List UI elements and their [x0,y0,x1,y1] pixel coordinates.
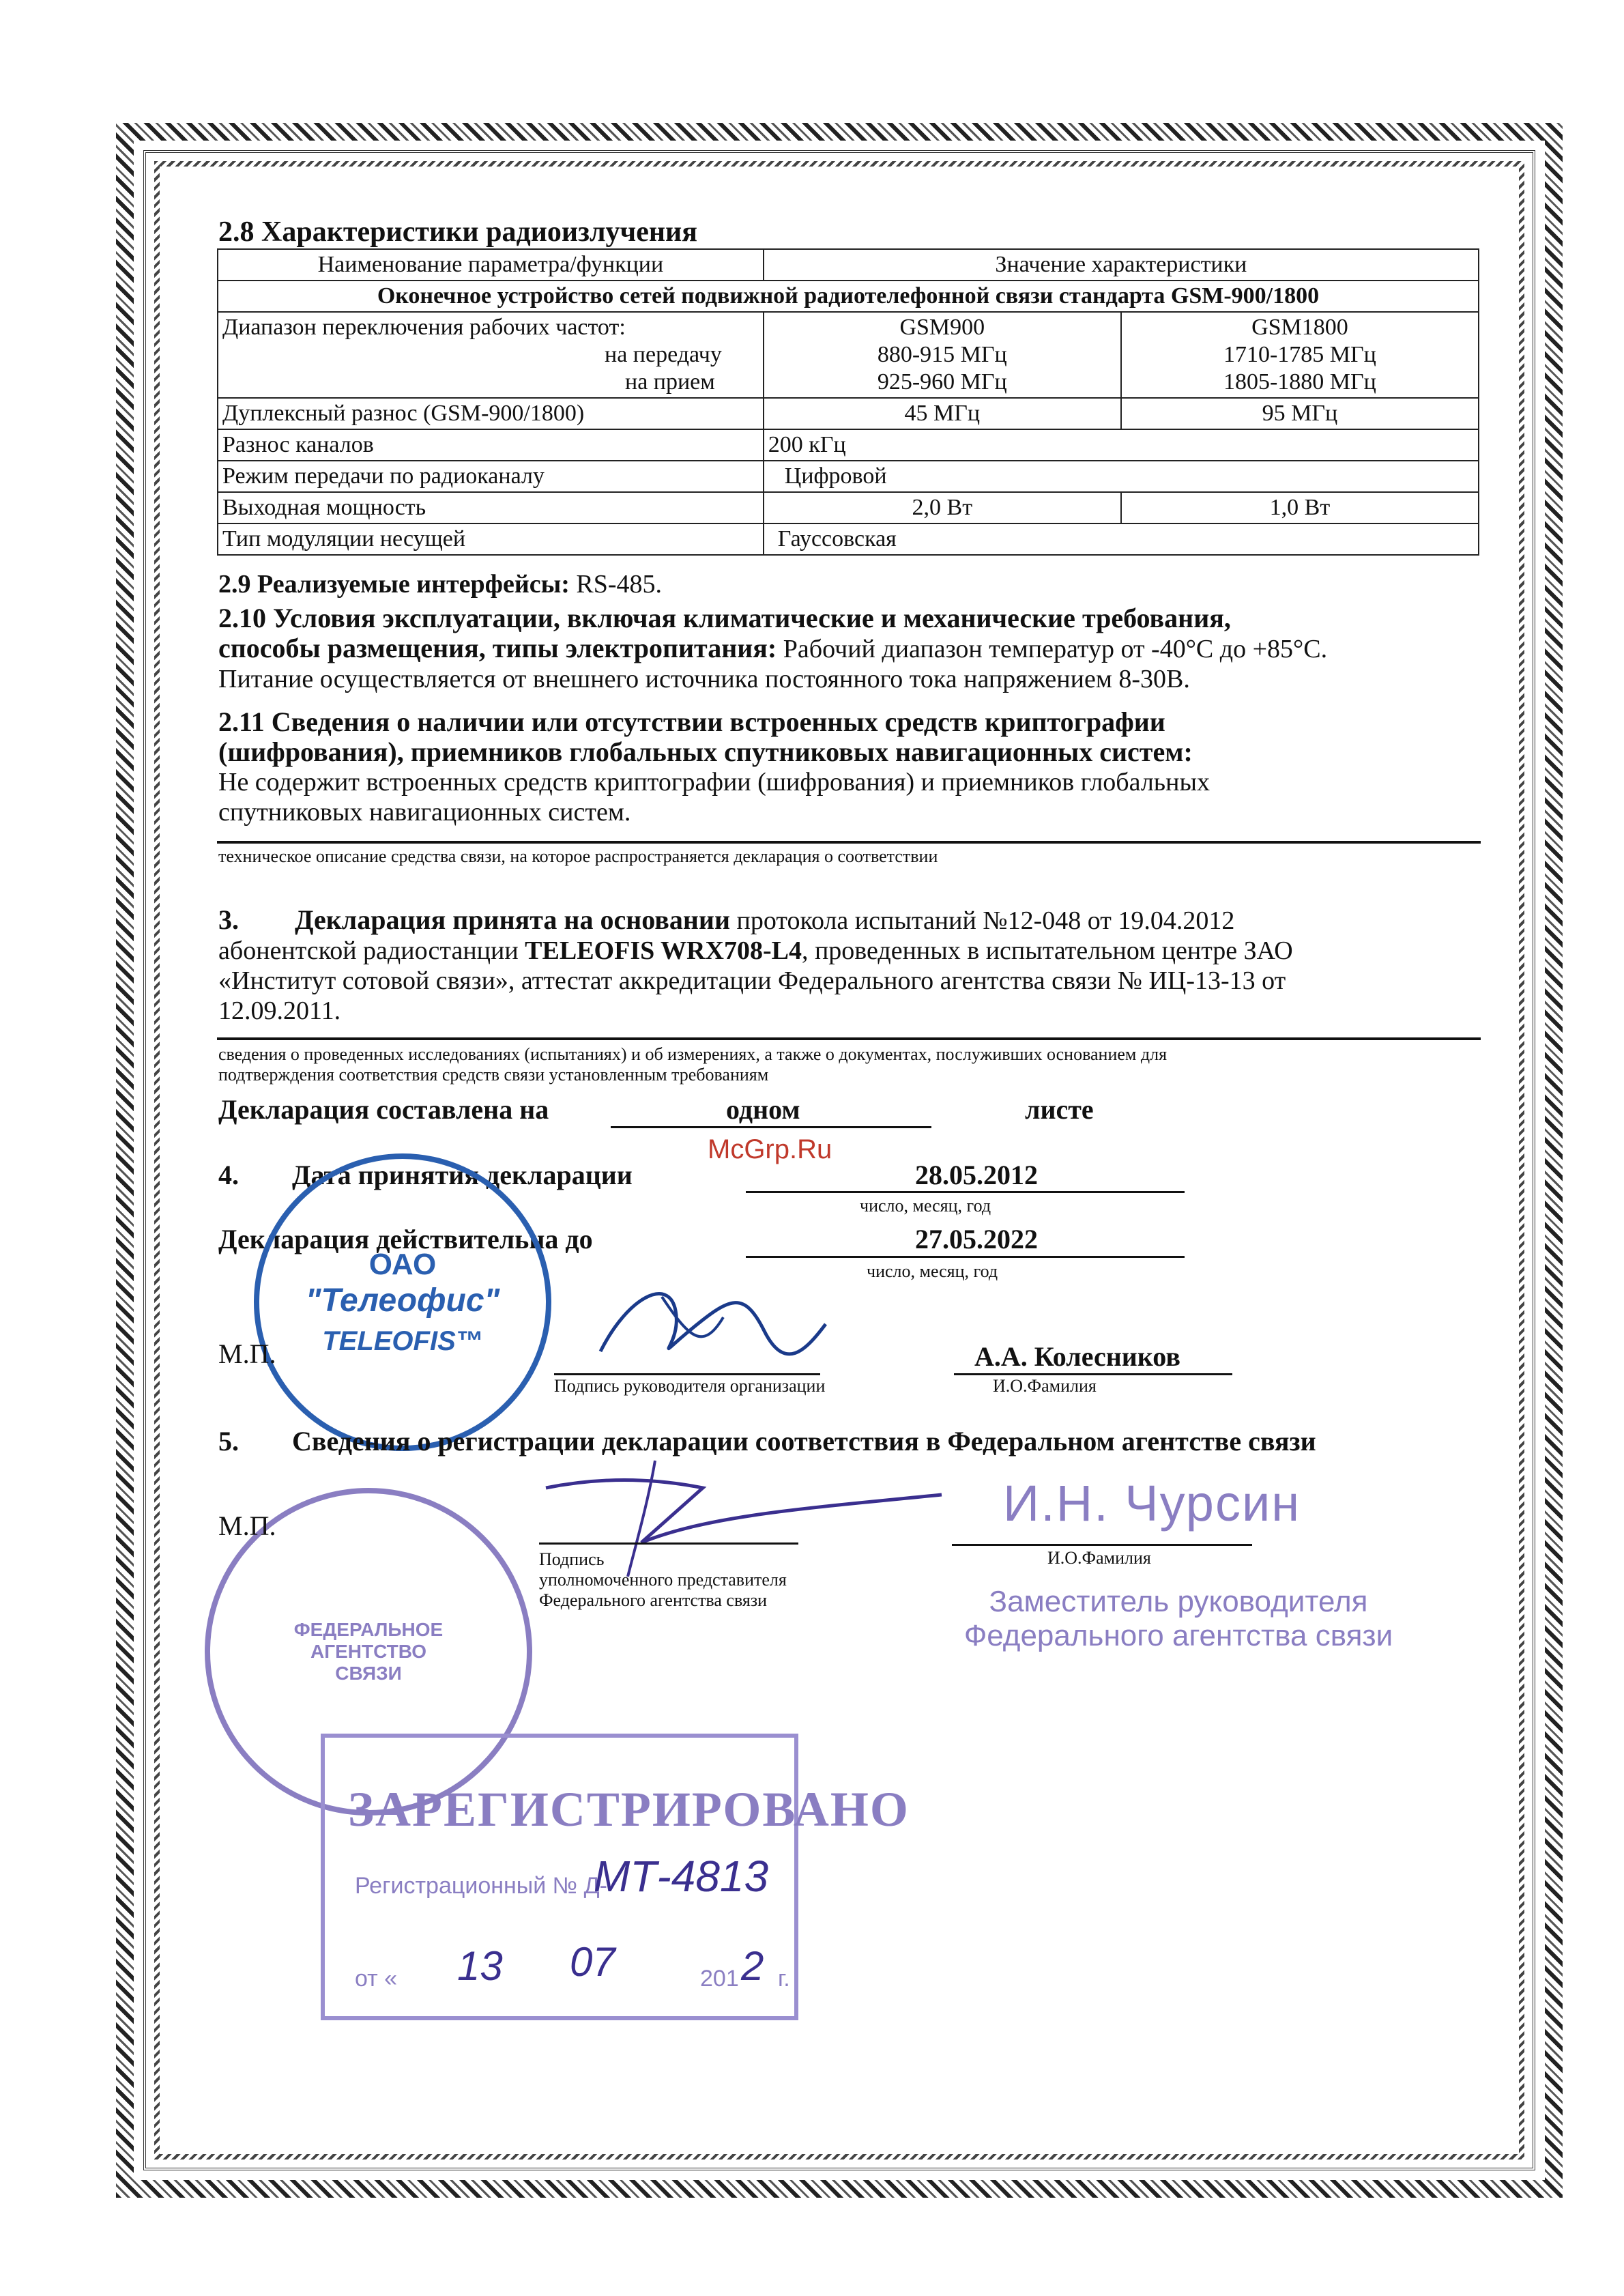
power1800-value: 1,0 Вт [1121,492,1479,523]
radio-params-table [217,248,1479,556]
device-name: Оконечное устройство сетей подвижной радиотелефонной связи стандарта GSM-900/1800 [218,281,1479,312]
device-model: TELEOFIS WRX708-L4 [525,936,802,965]
section-4-label: Дата принятия декларации [292,1160,633,1190]
sheets-underline [611,1126,931,1128]
sheets-value: одном [726,1094,800,1125]
table-row [218,312,1479,398]
director-name-hint: И.О.Фамилия [993,1376,1097,1396]
signature-caption-2-line-3: Федерального агентства связи [539,1590,768,1610]
director-name: А.А. Колесников [974,1341,1180,1372]
section-2-10 [218,603,1327,694]
registration-date-prefix: от « [355,1966,398,1992]
section-2-10-value-2: Питание осуществляется от внешнего источника постоянного тока напряжением 8-30В. [218,665,1190,693]
table-row [218,429,1479,461]
declaration-date: 28.05.2012 [915,1160,1038,1190]
section-3-line-1: протокола испытаний №12-048 от 19.04.2012 [730,906,1235,935]
section-2-9-value: RS-485. [569,570,663,599]
section-2-11 [218,707,1210,827]
official-name-hint: И.О.Фамилия [1047,1548,1151,1568]
section-2-11-label-2: (шифрования), приемников глобальных спутниковых навигационных систем: [218,736,1193,767]
modulation-value: Гауссовская [764,523,1479,555]
valid-until-label: Декларация действительна до [218,1224,593,1254]
company-stamp-line-1: ОАО [368,1248,437,1281]
section-5-number: 5. [218,1426,239,1456]
registration-year-prefix: 201 [700,1966,739,1992]
table-row [218,461,1479,492]
watermark-text: McGrp.Ru [708,1134,832,1164]
signature-caption-2-line-1: Подпись [539,1549,605,1569]
gsm1800-label: GSM1800 [1251,315,1348,340]
section-5-label: Сведения о регистрации декларации соответствия в Федеральном агентстве связи [292,1426,1316,1456]
official-title-line-1: Заместитель руководителя [989,1585,1368,1618]
duplex900-value: 45 МГц [764,398,1121,429]
signature-caption-2 [539,1549,787,1611]
section-3-line-4: 12.09.2011. [218,996,341,1025]
registration-number-label: Регистрационный № Д- [355,1873,607,1899]
note-grounds-line-2: подтверждения соответствия средств связи установленным требованиям [218,1065,769,1085]
mode-value: Цифровой [764,461,1479,492]
note-description: техническое описание средства связи, на которое распространяется декларация о соответствии [218,846,938,866]
section-2-11-value-1: Не содержит встроенных средств криптографии (шифрования) и приемников глобальных [218,768,1210,797]
table-row [218,492,1479,523]
note-grounds-line-1: сведения о проведенных исследованиях (испытаниях) и об измерениях, а также о документах, послуживших основанием для [218,1044,1168,1064]
registration-day: 13 [457,1943,503,1989]
section-4-number: 4. [218,1160,239,1190]
divider [217,841,1481,844]
signature-caption-2-line-2: уполномоченного представителя [539,1570,787,1590]
divider [217,1037,1481,1040]
section-3-label: Декларация принята на основании [295,904,730,935]
section-2-8-heading: 2.8 Характеристики радиоизлучения [218,216,697,248]
valid-until-underline [746,1256,1185,1258]
name-underline-1 [954,1373,1232,1375]
power900-value: 2,0 Вт [764,492,1121,523]
section-2-9-label: 2.9 Реализуемые интерфейсы: [218,570,570,599]
section-2-10-label-1: 2.10 Условия эксплуатации, включая климатические и механические требования, [218,603,1231,633]
sheets-suffix: листе [1025,1094,1094,1125]
official-title-line-2: Федерального агентства связи [963,1619,1393,1652]
tx-label: на передачу [605,342,722,367]
gsm900-cell [764,312,1121,398]
section-3 [218,905,1293,1026]
registration-year-suffix: 2 [741,1943,764,1989]
date-hint: число, месяц, год [860,1196,991,1216]
company-stamp-line-2: "Телеофис" [305,1282,500,1319]
registration-title: ЗАРЕГИСТРИРОВАНО [348,1782,910,1837]
company-stamp-logo: TELEOFIS™ [322,1326,483,1356]
rx-label: на прием [625,369,715,394]
table-row [218,523,1479,555]
mp-label-1: М.П. [218,1338,276,1369]
freq-range-cell [218,312,764,398]
table-row [218,249,1479,281]
power-label: Выходная мощность [218,492,764,523]
col-param-header: Наименование параметра/функции [218,249,764,281]
col-value-header: Значение характеристики [764,249,1479,281]
mode-label: Режим передачи по радиоканалу [218,461,764,492]
rx1800-value: 1805-1880 МГц [1223,369,1376,394]
tx900-value: 880-915 МГц [877,342,1007,367]
section-3-line-3: «Институт сотовой связи», аттестат аккредитации Федерального агентства связи № ИЦ-13-13 от [218,966,1286,995]
table-row [218,281,1479,312]
signature-line-2 [539,1542,798,1545]
section-3-line-2c: , проведенных в испытательном центре ЗАО [801,936,1293,965]
rx900-value: 925-960 МГц [877,369,1007,394]
freq-range-label: Диапазон переключения рабочих частот: [222,315,626,340]
registration-number: МТ-4813 [594,1852,769,1901]
mp-label-2: М.П. [218,1510,276,1541]
modulation-label: Тип модуляции несущей [218,523,764,555]
valid-until-date: 27.05.2022 [915,1224,1038,1254]
tx1800-value: 1710-1785 МГц [1223,342,1376,367]
section-3-line-2a: абонентской радиостанции [218,936,525,965]
registration-year-end: г. [778,1966,790,1992]
signature-line-1 [554,1373,820,1375]
agency-stamp-text: ФЕДЕРАЛЬНОЕ АГЕНТСТВО СВЯЗИ [293,1619,444,1684]
signature-caption-1: Подпись руководителя организации [554,1376,826,1396]
section-2-10-value-1: Рабочий диапазон температур от -40°С до +85°С. [777,635,1328,663]
official-name-stamp: И.Н. Чурсин [1003,1475,1301,1532]
duplex-label: Дуплексный разнос (GSM-900/1800) [218,398,764,429]
sheets-label: Декларация составлена на [218,1094,549,1125]
official-title-stamp [957,1585,1400,1653]
gsm1800-cell [1121,312,1479,398]
section-2-11-value-2: спутниковых навигационных систем. [218,798,631,827]
table-row [218,398,1479,429]
section-2-9 [218,569,662,599]
valid-until-hint: число, месяц, год [867,1261,998,1281]
director-signature [587,1269,832,1372]
company-stamp [254,1153,551,1451]
name-underline-2 [952,1544,1252,1546]
duplex1800-value: 95 МГц [1121,398,1479,429]
section-2-11-label-1: 2.11 Сведения о наличии или отсутствии встроенных средств криптографии [218,706,1165,737]
section-3-number: 3. [218,904,239,935]
registration-month: 07 [570,1939,615,1985]
date-underline [746,1191,1185,1193]
section-2-10-label-2: способы размещения, типы электропитания: [218,633,777,663]
spacing-value: 200 кГц [764,429,1479,461]
gsm900-label: GSM900 [899,315,985,340]
spacing-label: Разнос каналов [218,429,764,461]
note-grounds [218,1044,1167,1085]
